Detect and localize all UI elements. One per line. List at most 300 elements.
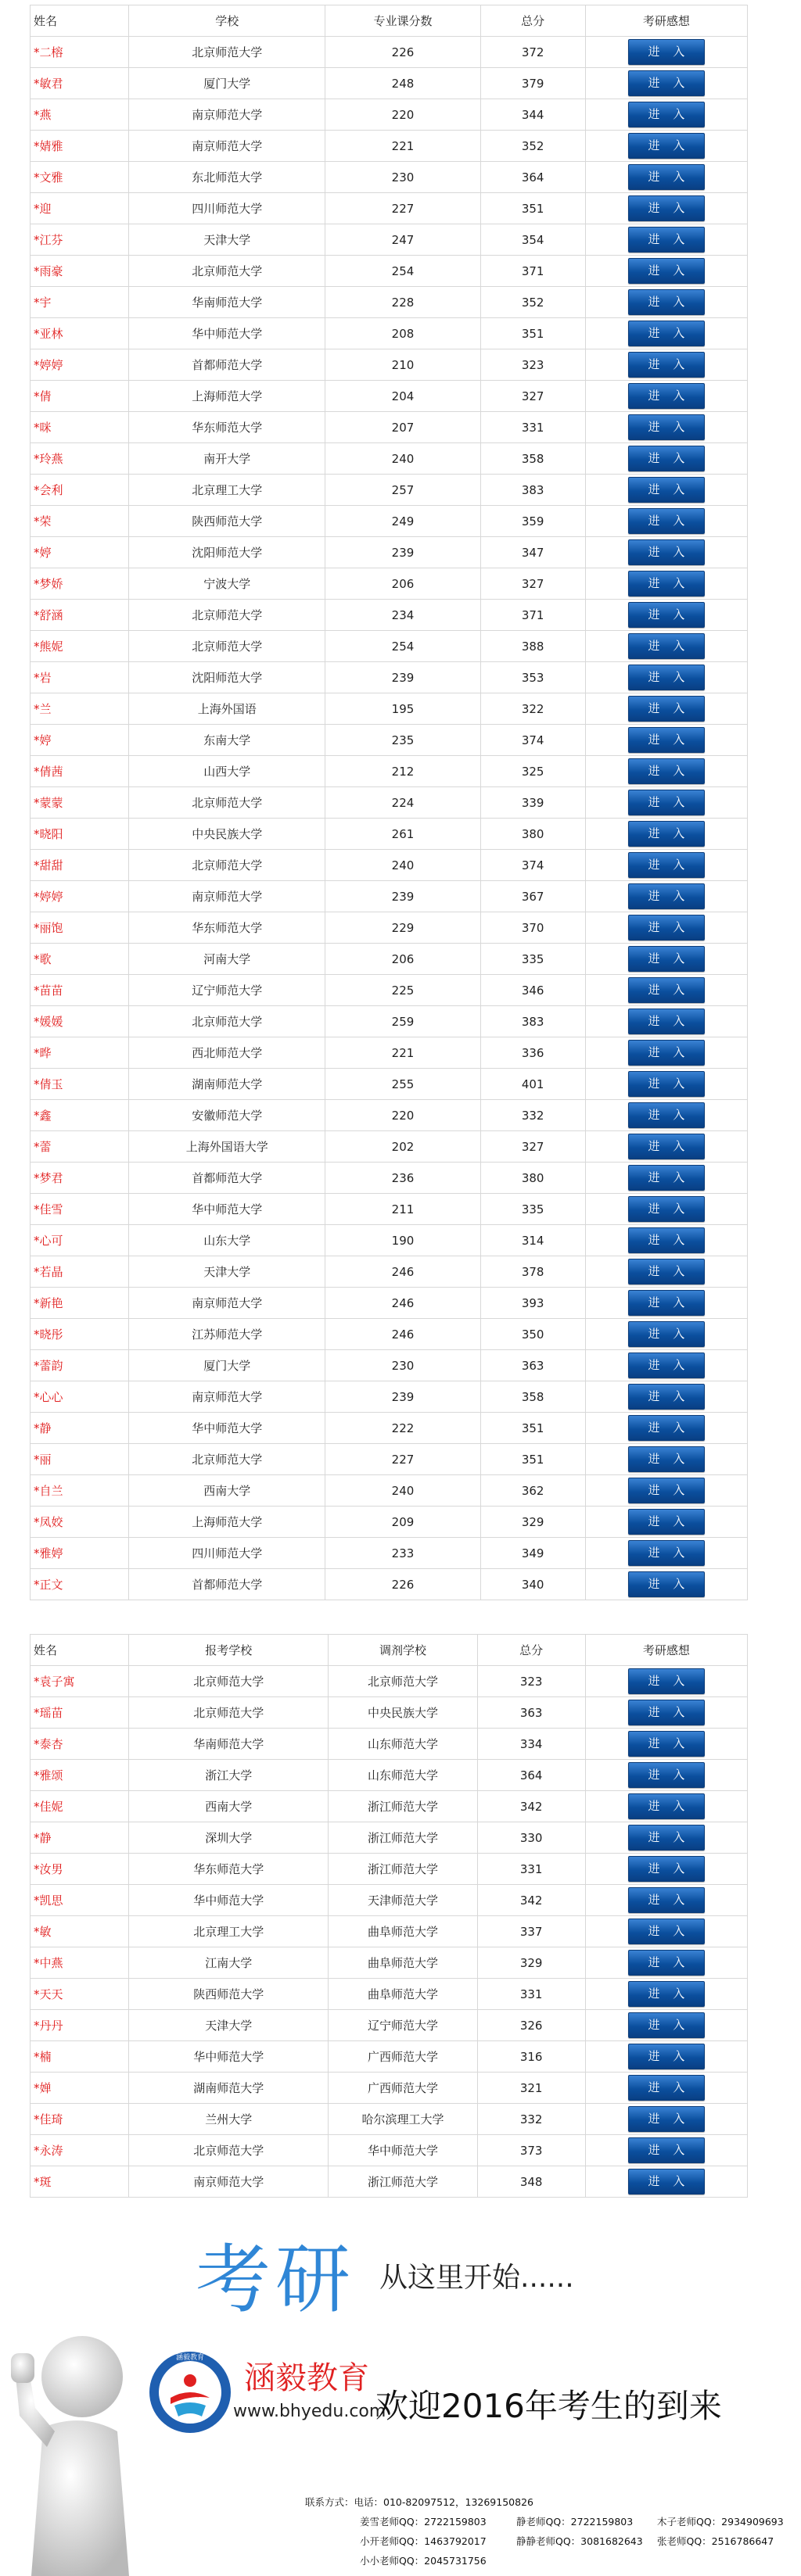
applied-school-cell: 深圳大学: [129, 1822, 329, 1854]
action-cell: [585, 506, 747, 537]
total-cell: 327: [480, 568, 585, 600]
school-cell: 山西大学: [129, 756, 325, 787]
total-cell: 331: [477, 1854, 585, 1885]
enter-button[interactable]: 进 入: [628, 414, 705, 440]
school-cell: 西南大学: [129, 1475, 325, 1507]
table-row: [31, 1885, 748, 1916]
enter-button[interactable]: 进 入: [628, 915, 705, 940]
enter-button[interactable]: 进 入: [628, 2044, 705, 2069]
total-cell: 316: [477, 2041, 585, 2073]
table-row: [31, 2104, 748, 2135]
action-cell: [585, 568, 747, 600]
enter-button[interactable]: 进 入: [628, 1856, 705, 1882]
total-cell: 314: [480, 1225, 585, 1256]
score-cell: 222: [325, 1413, 480, 1444]
student-name-cell: *婧雅: [31, 131, 129, 162]
table-row: [31, 37, 748, 68]
total-cell: 373: [477, 2135, 585, 2166]
student-name-cell: *敏: [31, 1916, 129, 1947]
school-cell: 华中师范大学: [129, 318, 325, 349]
enter-button[interactable]: 进 入: [628, 633, 705, 659]
score-cell: 247: [325, 224, 480, 256]
student-name-cell: *荣: [31, 506, 129, 537]
student-name-cell: *婷: [31, 537, 129, 568]
applied-school-cell: 陕西师范大学: [129, 1979, 329, 2010]
enter-button[interactable]: 进 入: [628, 477, 705, 503]
enter-button[interactable]: 进 入: [628, 821, 705, 847]
score-cell: 212: [325, 756, 480, 787]
student-name-cell: *婷: [31, 725, 129, 756]
total-cell: 351: [480, 318, 585, 349]
adjusted-school-cell: 广西师范大学: [329, 2041, 477, 2073]
kaoyan-headline: 考研: [196, 2236, 355, 2323]
welcome-text: 欢迎2016年考生的到来: [375, 2387, 722, 2425]
score-cell: 220: [325, 1100, 480, 1131]
column-header: 调剂学校: [329, 1635, 477, 1666]
student-name-cell: *泰杏: [31, 1729, 129, 1760]
total-cell: 348: [477, 2166, 585, 2198]
school-cell: 江苏师范大学: [129, 1319, 325, 1350]
table-row: [31, 975, 748, 1006]
school-cell: 南京师范大学: [129, 881, 325, 912]
school-cell: 华东师范大学: [129, 412, 325, 443]
student-name-cell: *熊妮: [31, 631, 129, 662]
enter-button[interactable]: 进 入: [628, 383, 705, 409]
school-cell: 安徽师范大学: [129, 1100, 325, 1131]
total-cell: 340: [480, 1569, 585, 1600]
applied-school-cell: 北京师范大学: [129, 1697, 329, 1729]
action-cell: [585, 2073, 747, 2104]
total-cell: 380: [480, 819, 585, 850]
school-cell: 南京师范大学: [129, 1288, 325, 1319]
enter-button[interactable]: 进 入: [628, 758, 705, 784]
enter-button[interactable]: 进 入: [628, 571, 705, 597]
action-cell: [585, 443, 747, 475]
table-row: [31, 1666, 748, 1697]
enter-button[interactable]: 进 入: [628, 164, 705, 190]
action-cell: [585, 381, 747, 412]
action-cell: [585, 131, 747, 162]
enter-button[interactable]: 进 入: [628, 1950, 705, 1976]
school-cell: 天津大学: [129, 224, 325, 256]
enter-button[interactable]: 进 入: [628, 1919, 705, 1944]
action-cell: [585, 1475, 747, 1507]
action-cell: [585, 1854, 747, 1885]
total-cell: 359: [480, 506, 585, 537]
enter-button[interactable]: 进 入: [628, 1321, 705, 1347]
table-row: [31, 443, 748, 475]
school-cell: 上海师范大学: [129, 1507, 325, 1538]
table-row: [31, 662, 748, 693]
student-name-cell: *倩茜: [31, 756, 129, 787]
score-cell: 254: [325, 256, 480, 287]
total-cell: 329: [480, 1507, 585, 1538]
total-cell: 350: [480, 1319, 585, 1350]
adjusted-school-cell: 北京师范大学: [329, 1666, 477, 1697]
student-name-cell: *心心: [31, 1381, 129, 1413]
enter-button[interactable]: 进 入: [628, 1071, 705, 1097]
contact-xiaoxiao: 小小老师QQ：2045731756: [360, 2555, 487, 2567]
adjustment-table: [30, 1634, 748, 2198]
table-row: [31, 1225, 748, 1256]
total-cell: 379: [480, 68, 585, 99]
school-cell: 北京师范大学: [129, 256, 325, 287]
school-cell: 四川师范大学: [129, 1538, 325, 1569]
score-cell: 227: [325, 193, 480, 224]
logo-ring-text: 涵毅教育: [175, 2354, 205, 2362]
school-cell: 北京师范大学: [129, 850, 325, 881]
table-row: [31, 1979, 748, 2010]
student-name-cell: *丹丹: [31, 2010, 129, 2041]
table-row: [31, 131, 748, 162]
enter-button[interactable]: 进 入: [628, 2106, 705, 2132]
school-cell: 南京师范大学: [129, 99, 325, 131]
score-cell: 190: [325, 1225, 480, 1256]
action-cell: [585, 287, 747, 318]
enter-button[interactable]: 进 入: [628, 977, 705, 1003]
table-row: [31, 2166, 748, 2198]
action-cell: [585, 819, 747, 850]
contact-jing: 静老师QQ：2722159803: [516, 2516, 634, 2528]
enter-button[interactable]: 进 入: [628, 1102, 705, 1128]
score-cell: 246: [325, 1288, 480, 1319]
school-cell: 四川师范大学: [129, 193, 325, 224]
action-cell: [585, 37, 747, 68]
table-row: [31, 1791, 748, 1822]
total-cell: 344: [480, 99, 585, 131]
action-cell: [585, 1885, 747, 1916]
applied-school-cell: 兰州大学: [129, 2104, 329, 2135]
student-name-cell: *若晶: [31, 1256, 129, 1288]
action-cell: [585, 1697, 747, 1729]
action-cell: [585, 600, 747, 631]
table-row: [31, 1760, 748, 1791]
total-cell: 331: [477, 1979, 585, 2010]
action-cell: [585, 1666, 747, 1697]
table-row: [31, 1916, 748, 1947]
action-cell: [585, 1791, 747, 1822]
adjusted-school-cell: 山东师范大学: [329, 1760, 477, 1791]
school-cell: 北京师范大学: [129, 1006, 325, 1037]
brand-logo-icon: [147, 2349, 233, 2435]
total-cell: 334: [477, 1729, 585, 1760]
enter-button[interactable]: 进 入: [628, 227, 705, 253]
student-name-cell: *丽: [31, 1444, 129, 1475]
enter-button[interactable]: 进 入: [628, 1352, 705, 1378]
student-name-cell: *袁子寓: [31, 1666, 129, 1697]
table-row: [31, 1947, 748, 1979]
enter-button[interactable]: 进 入: [628, 352, 705, 378]
action-cell: [585, 1822, 747, 1854]
table-row: [31, 1854, 748, 1885]
enter-button[interactable]: 进 入: [628, 727, 705, 753]
action-cell: [585, 1006, 747, 1037]
table-row: [31, 600, 748, 631]
contact-xiaokai: 小开老师QQ：1463792017: [360, 2535, 487, 2547]
enter-button[interactable]: 进 入: [628, 2169, 705, 2194]
school-cell: 北京师范大学: [129, 1444, 325, 1475]
enter-button[interactable]: 进 入: [628, 195, 705, 221]
student-name-cell: *中燕: [31, 1947, 129, 1979]
enter-button[interactable]: 进 入: [628, 1259, 705, 1284]
score-cell: 229: [325, 912, 480, 944]
enter-button[interactable]: 进 入: [628, 1700, 705, 1725]
table-row: [31, 68, 748, 99]
total-cell: 401: [480, 1069, 585, 1100]
score-cell: 240: [325, 1475, 480, 1507]
enter-button[interactable]: 进 入: [628, 102, 705, 127]
enter-button[interactable]: 进 入: [628, 1981, 705, 2007]
enter-button[interactable]: 进 入: [628, 1762, 705, 1788]
enter-button[interactable]: 进 入: [628, 696, 705, 722]
enter-button[interactable]: 进 入: [628, 1196, 705, 1222]
total-cell: 362: [480, 1475, 585, 1507]
student-name-cell: *倩: [31, 381, 129, 412]
student-name-cell: *蕾: [31, 1131, 129, 1163]
student-name-cell: *新艳: [31, 1288, 129, 1319]
table-row: [31, 1288, 748, 1319]
action-cell: [585, 1569, 747, 1600]
score-cell: 226: [325, 37, 480, 68]
column-header: 专业课分数: [325, 5, 480, 37]
enter-button[interactable]: 进 入: [628, 1793, 705, 1819]
applied-school-cell: 华中师范大学: [129, 1885, 329, 1916]
enter-button[interactable]: 进 入: [628, 2137, 705, 2163]
adjusted-school-cell: 浙江师范大学: [329, 1791, 477, 1822]
student-name-cell: *婷婷: [31, 349, 129, 381]
student-name-cell: *静: [31, 1822, 129, 1854]
student-name-cell: *佳雪: [31, 1194, 129, 1225]
table-row: [31, 1569, 748, 1600]
total-cell: 358: [480, 1381, 585, 1413]
total-cell: 321: [477, 2073, 585, 2104]
student-name-cell: *晓彤: [31, 1319, 129, 1350]
enter-button[interactable]: 进 入: [628, 1540, 705, 1566]
brand-website: www.bhyedu.com: [233, 2402, 386, 2421]
contact-line: 联系方式：电话：010-82097512，13269150826: [305, 2496, 533, 2508]
total-cell: 346: [480, 975, 585, 1006]
school-cell: 华南师范大学: [129, 287, 325, 318]
score-cell: 206: [325, 568, 480, 600]
student-name-cell: *佳妮: [31, 1791, 129, 1822]
action-cell: [585, 412, 747, 443]
applied-school-cell: 华南师范大学: [129, 1729, 329, 1760]
score-cell: 225: [325, 975, 480, 1006]
score-cell: 211: [325, 1194, 480, 1225]
enter-button[interactable]: 进 入: [628, 1227, 705, 1253]
enter-button[interactable]: 进 入: [628, 508, 705, 534]
enter-button[interactable]: 进 入: [628, 1825, 705, 1850]
table-row: [31, 287, 748, 318]
score-cell: 208: [325, 318, 480, 349]
table-row: [31, 881, 748, 912]
enter-button[interactable]: 进 入: [628, 39, 705, 65]
score-cell: 230: [325, 1350, 480, 1381]
school-cell: 华中师范大学: [129, 1194, 325, 1225]
action-cell: [585, 2041, 747, 2073]
adjusted-school-cell: 山东师范大学: [329, 1729, 477, 1760]
action-cell: [585, 1507, 747, 1538]
school-cell: 山东大学: [129, 1225, 325, 1256]
table-row: [31, 506, 748, 537]
table-row: [31, 349, 748, 381]
student-name-cell: *亚林: [31, 318, 129, 349]
action-cell: [585, 1350, 747, 1381]
score-cell: 239: [325, 537, 480, 568]
score-cell: 236: [325, 1163, 480, 1194]
adjusted-school-cell: 曲阜师范大学: [329, 1979, 477, 2010]
enter-button[interactable]: 进 入: [628, 1040, 705, 1066]
total-cell: 383: [480, 475, 585, 506]
total-cell: 393: [480, 1288, 585, 1319]
school-cell: 中央民族大学: [129, 819, 325, 850]
enter-button[interactable]: 进 入: [628, 289, 705, 315]
total-cell: 352: [480, 131, 585, 162]
enter-button[interactable]: 进 入: [628, 1478, 705, 1503]
student-name-cell: *静: [31, 1413, 129, 1444]
enter-button[interactable]: 进 入: [628, 133, 705, 159]
table-row: [31, 2073, 748, 2104]
table-row: [31, 1697, 748, 1729]
student-name-cell: *雅婷: [31, 1538, 129, 1569]
action-cell: [585, 725, 747, 756]
enter-button[interactable]: 进 入: [628, 1887, 705, 1913]
enter-button[interactable]: 进 入: [628, 883, 705, 909]
enter-button[interactable]: 进 入: [628, 852, 705, 878]
total-cell: 371: [480, 600, 585, 631]
total-cell: 349: [480, 1538, 585, 1569]
applied-school-cell: 天津大学: [129, 2010, 329, 2041]
enter-button[interactable]: 进 入: [628, 2012, 705, 2038]
total-cell: 347: [480, 537, 585, 568]
enter-button[interactable]: 进 入: [628, 70, 705, 96]
adjusted-school-cell: 浙江师范大学: [329, 2166, 477, 2198]
enter-button[interactable]: 进 入: [628, 602, 705, 628]
enter-button[interactable]: 进 入: [628, 1668, 705, 1694]
table-row: [31, 1538, 748, 1569]
total-cell: 327: [480, 381, 585, 412]
enter-button[interactable]: 进 入: [628, 1384, 705, 1410]
table-row: [31, 756, 748, 787]
total-cell: 335: [480, 944, 585, 975]
enter-button[interactable]: 进 入: [628, 1731, 705, 1757]
table-row: [31, 1822, 748, 1854]
contact-zhang: 张老师QQ：2516786647: [657, 2535, 774, 2547]
school-cell: 南开大学: [129, 443, 325, 475]
action-cell: [585, 162, 747, 193]
total-cell: 339: [480, 787, 585, 819]
action-cell: [585, 2135, 747, 2166]
enter-button[interactable]: 进 入: [628, 1415, 705, 1441]
score-cell: 224: [325, 787, 480, 819]
total-cell: 332: [480, 1100, 585, 1131]
applied-school-cell: 湖南师范大学: [129, 2073, 329, 2104]
student-name-cell: *凤姣: [31, 1507, 129, 1538]
adjusted-school-cell: 广西师范大学: [329, 2073, 477, 2104]
enter-button[interactable]: 进 入: [628, 446, 705, 471]
school-cell: 东南大学: [129, 725, 325, 756]
total-cell: 351: [480, 1413, 585, 1444]
applied-school-cell: 南京师范大学: [129, 2166, 329, 2198]
action-cell: [585, 318, 747, 349]
action-cell: [585, 1163, 747, 1194]
score-cell: 235: [325, 725, 480, 756]
school-cell: 首都师范大学: [129, 1163, 325, 1194]
action-cell: [585, 1288, 747, 1319]
enter-button[interactable]: 进 入: [628, 1446, 705, 1472]
student-name-cell: *佳琦: [31, 2104, 129, 2135]
enter-button[interactable]: 进 入: [628, 321, 705, 346]
table-row: [31, 224, 748, 256]
total-cell: 352: [480, 287, 585, 318]
action-cell: [585, 1444, 747, 1475]
table-row: [31, 568, 748, 600]
total-cell: 363: [477, 1697, 585, 1729]
enter-button[interactable]: 进 入: [628, 1290, 705, 1316]
table-header-row: [31, 5, 748, 37]
student-name-cell: *丽饱: [31, 912, 129, 944]
action-cell: [585, 349, 747, 381]
total-cell: 337: [477, 1916, 585, 1947]
enter-button[interactable]: 进 入: [628, 2075, 705, 2101]
student-name-cell: *迎: [31, 193, 129, 224]
table-row: [31, 912, 748, 944]
total-cell: 358: [480, 443, 585, 475]
table-row: [31, 2010, 748, 2041]
school-cell: 东北师范大学: [129, 162, 325, 193]
school-cell: 厦门大学: [129, 1350, 325, 1381]
school-cell: 上海外国语大学: [129, 1131, 325, 1163]
adjusted-school-cell: 天津师范大学: [329, 1885, 477, 1916]
column-header: 考研感想: [585, 1635, 747, 1666]
applied-school-cell: 华中师范大学: [129, 2041, 329, 2073]
contact-muzi: 木子老师QQ：2934909693: [657, 2516, 784, 2528]
enter-button[interactable]: 进 入: [628, 539, 705, 565]
table-row: [31, 1319, 748, 1350]
total-cell: 367: [480, 881, 585, 912]
enter-button[interactable]: 进 入: [628, 1509, 705, 1535]
enter-button[interactable]: 进 入: [628, 258, 705, 284]
total-cell: 323: [480, 349, 585, 381]
score-cell: 195: [325, 693, 480, 725]
enter-button[interactable]: 进 入: [628, 665, 705, 690]
column-header: 总分: [477, 1635, 585, 1666]
score-cell: 234: [325, 600, 480, 631]
student-name-cell: *岩: [31, 662, 129, 693]
table-row: [31, 850, 748, 881]
table-row: [31, 787, 748, 819]
table-row: [31, 1350, 748, 1381]
action-cell: [585, 1538, 747, 1569]
action-cell: [585, 912, 747, 944]
enter-button[interactable]: 进 入: [628, 1134, 705, 1159]
total-cell: 388: [480, 631, 585, 662]
score-cell: 230: [325, 162, 480, 193]
total-cell: 363: [480, 1350, 585, 1381]
action-cell: [585, 1916, 747, 1947]
enter-button[interactable]: 进 入: [628, 946, 705, 972]
student-name-cell: *咪: [31, 412, 129, 443]
table-row: [31, 2041, 748, 2073]
enter-button[interactable]: 进 入: [628, 1165, 705, 1191]
enter-button[interactable]: 进 入: [628, 790, 705, 815]
student-name-cell: *永涛: [31, 2135, 129, 2166]
action-cell: [585, 1069, 747, 1100]
school-cell: 南京师范大学: [129, 1381, 325, 1413]
enter-button[interactable]: 进 入: [628, 1571, 705, 1597]
enter-button[interactable]: 进 入: [628, 1009, 705, 1034]
school-cell: 厦门大学: [129, 68, 325, 99]
